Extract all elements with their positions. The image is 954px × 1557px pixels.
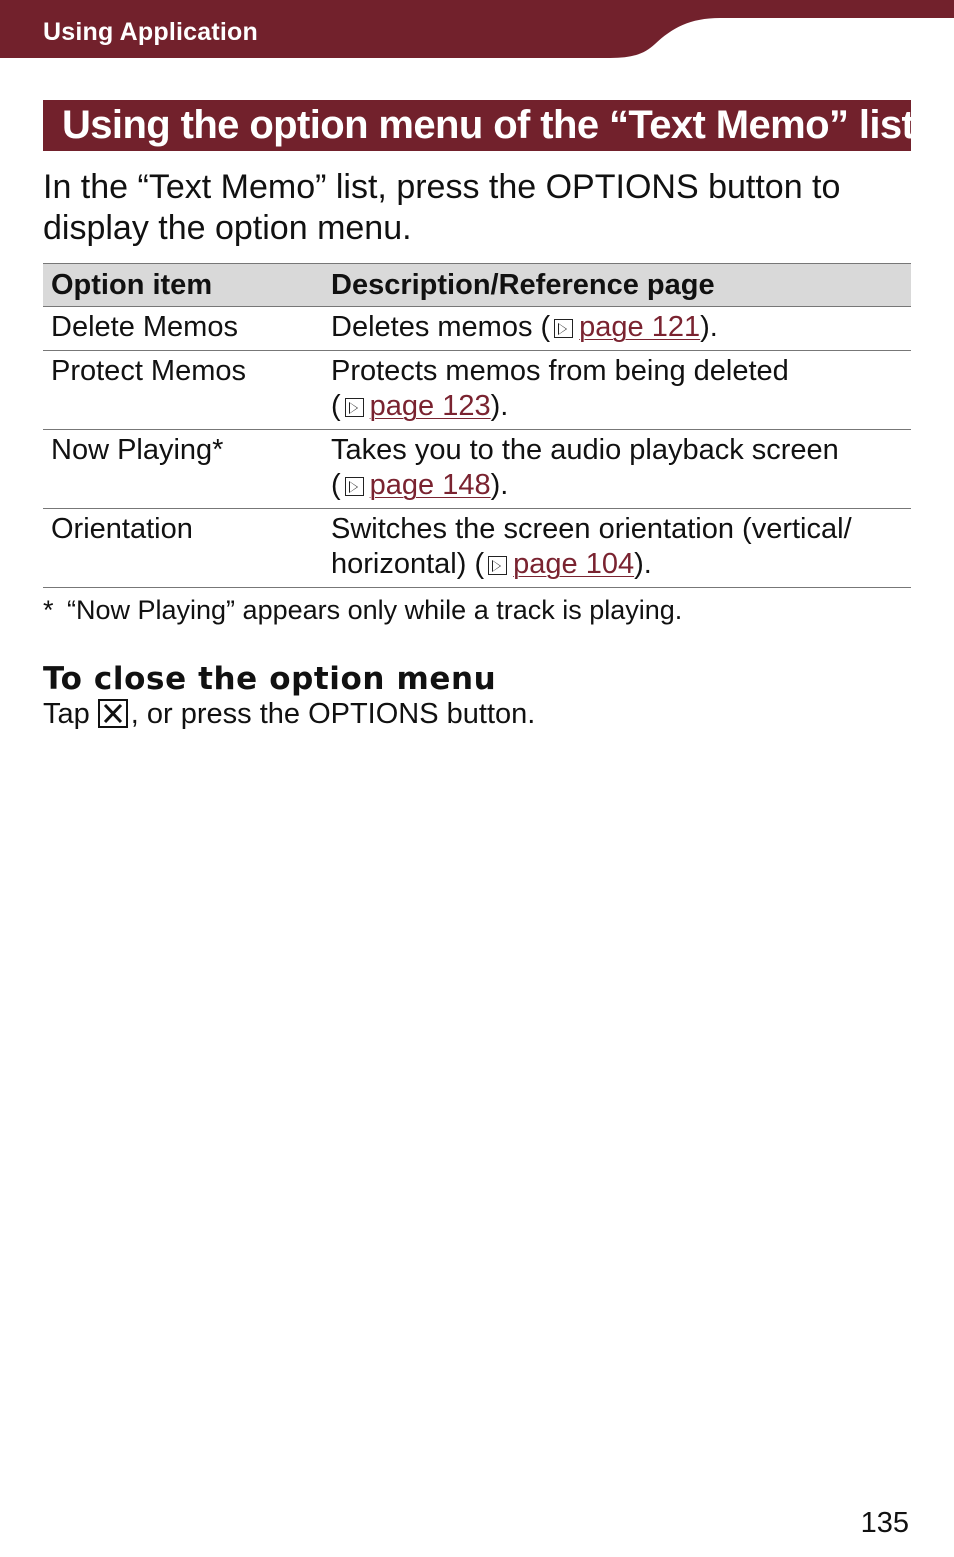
description-text: Takes you to the audio playback screen [331,434,839,466]
description-line2 [331,468,911,503]
column-header-description: Description/Reference page [323,264,911,307]
description-line2 [331,547,911,582]
option-item-cell: Orientation [43,509,323,588]
option-item-cell: Now Playing* [43,430,323,509]
options-table [43,263,911,588]
page-reference-icon [488,556,507,575]
description-prefix: ( [331,469,341,501]
page-number: 135 [860,1507,909,1539]
column-header-option-item: Option item [43,264,323,307]
close-menu-heading: To close the option menu [43,661,497,697]
page-title: Using the option menu of the “Text Memo” list [62,103,915,147]
close-menu-instructions [43,697,535,731]
description-suffix: ). [490,469,509,501]
option-item-cell: Protect Memos [43,351,323,430]
table-row-orientation [43,509,911,588]
page-reference-icon [345,398,364,417]
footnote-text: “Now Playing” appears only while a track is playing. [67,595,683,625]
close-x-icon [98,699,128,728]
page-title-bar [43,100,915,151]
description-cell [323,509,911,588]
table-row-delete-memos [43,307,911,351]
description-suffix: ). [634,548,652,580]
description-text: Protects memos from being deleted [331,355,789,387]
intro-paragraph: In the “Text Memo” list, press the OPTIONS button to display the option menu. [43,168,841,247]
page-reference-icon [554,319,573,338]
description-line2 [331,389,911,424]
description-cell [323,307,911,351]
table-row-protect-memos [43,351,911,430]
option-item-cell: Delete Memos [43,307,323,351]
description-suffix: ). [490,390,509,422]
footnote-marker: * [43,595,54,625]
description-cell [323,430,911,509]
section-label: Using Application [43,18,258,46]
description-suffix: ). [700,311,718,343]
page-link-148[interactable]: page 148 [369,469,491,501]
description-text: Switches the screen orientation (vertical/ [331,513,852,545]
header-band [0,0,954,58]
description-prefix: ( [331,390,341,422]
description-cell [323,351,911,430]
close-text-before: Tap [43,698,90,730]
page-link-123[interactable]: page 123 [369,390,491,422]
page-link-104[interactable]: page 104 [513,548,635,580]
page-link-121[interactable]: page 121 [579,311,701,343]
footnote [43,594,682,626]
close-text-after: , or press the OPTIONS button. [130,698,536,730]
table-header-row [43,264,911,307]
description-text: Deletes memos ( [331,311,551,343]
table-row-now-playing [43,430,911,509]
page-reference-icon [345,477,364,496]
description-prefix: horizontal) ( [331,548,485,580]
